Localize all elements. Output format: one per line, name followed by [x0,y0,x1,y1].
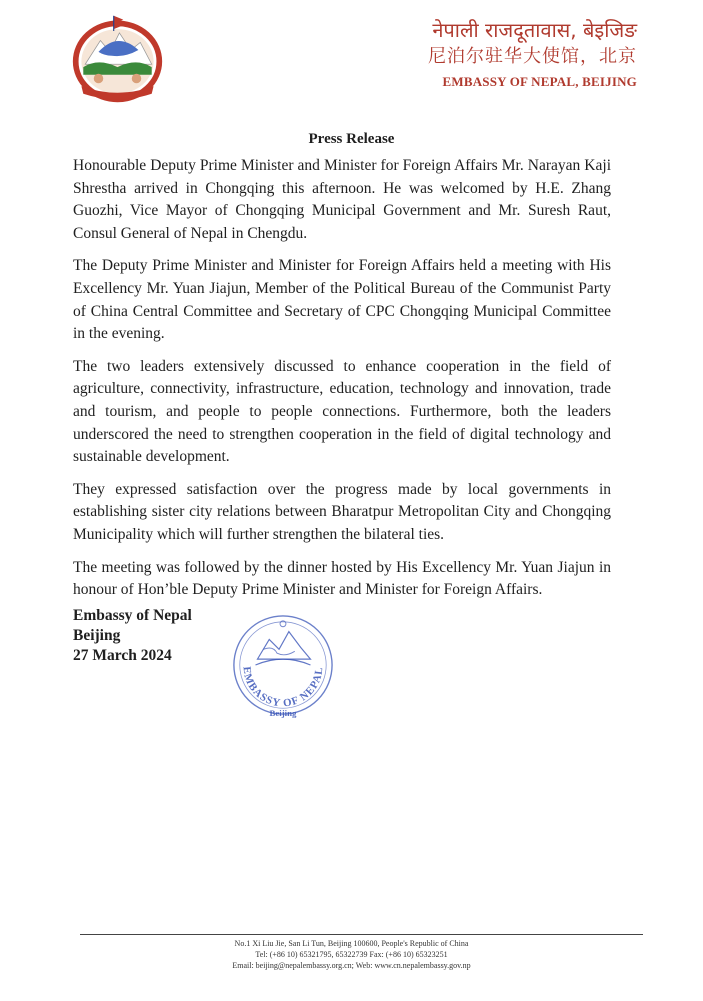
embassy-name-english: EMBASSY OF NEPAL, BEIJING [442,74,637,89]
embassy-name-chinese: 尼泊尔驻华大使馆，北京 [428,46,637,67]
signoff-city: Beijing [73,627,121,644]
paragraph-dinner: The meeting was followed by the dinner hosted by His Excellency Mr. Yuan Jiajun in honour of Hon’ble Deputy Prime Minister and Minister for Foreign Affairs. [73,558,611,599]
footer-phone: Tel: (+86 10) 65321795, 65322739 Fax: (+86 10) 65323251 [255,950,448,959]
seal-city: Beijing [269,708,297,719]
nepal-coat-of-arms-icon [70,12,165,107]
embassy-header [428,18,637,90]
document-title: Press Release [308,131,395,147]
svg-text:EMBASSY OF NEPAL [241,666,326,710]
seal-text: EMBASSY OF NEPAL [240,665,326,710]
footer-divider [80,934,643,935]
embassy-seal-icon [228,610,336,722]
signoff-org: Embassy of Nepal [73,607,192,624]
embassy-footer [0,938,703,971]
paragraph-cooperation: The two leaders extensively discussed to enhance cooperation in the field of agriculture, connectivity, infrastructure, education, technology and innovation, trade and tourism, and people to people connections. Furthermore, both the leaders underscored the need to strengthen cooperation in the field of digital technology and sustainable development. [73,357,611,466]
signoff-block [73,606,192,666]
embassy-name-nepali: नेपाली राजदूतावास, बेइजिङ [432,18,637,42]
paragraph-meeting: The Deputy Prime Minister and Minister for Foreign Affairs held a meeting with His Excellency Mr. Yuan Jiajun, Member of the Political Bureau of the Communist Party of China Central Committee and Secretary of CPC Chongqing Municipal Committee in the evening. [73,257,611,343]
paragraph-arrival: Honourable Deputy Prime Minister and Minister for Foreign Affairs Mr. Narayan Kaji Shrestha arrived in Chongqing this afternoon. He was welcomed by H.E. Zhang Guozhi, Vice Mayor of Chongqing Municipal Government and Mr. Suresh Raut, Consul General of Nepal in Chengdu. [73,157,611,242]
press-release-body [73,155,611,612]
footer-contact: Email: beijing@nepalembassy.org.cn; Web: www.cn.nepalembassy.gov.np [232,961,471,970]
footer-address: No.1 Xi Liu Jie, San Li Tun, Beijing 100600, People's Republic of China [234,939,469,948]
paragraph-sister-city: They expressed satisfaction over the progress made by local governments in establishing sister city relations between Bharatpur Metropolitan City and Chongqing Municipality which will further strengthen the bilateral ties. [73,480,611,543]
signoff-date: 27 March 2024 [73,647,172,664]
